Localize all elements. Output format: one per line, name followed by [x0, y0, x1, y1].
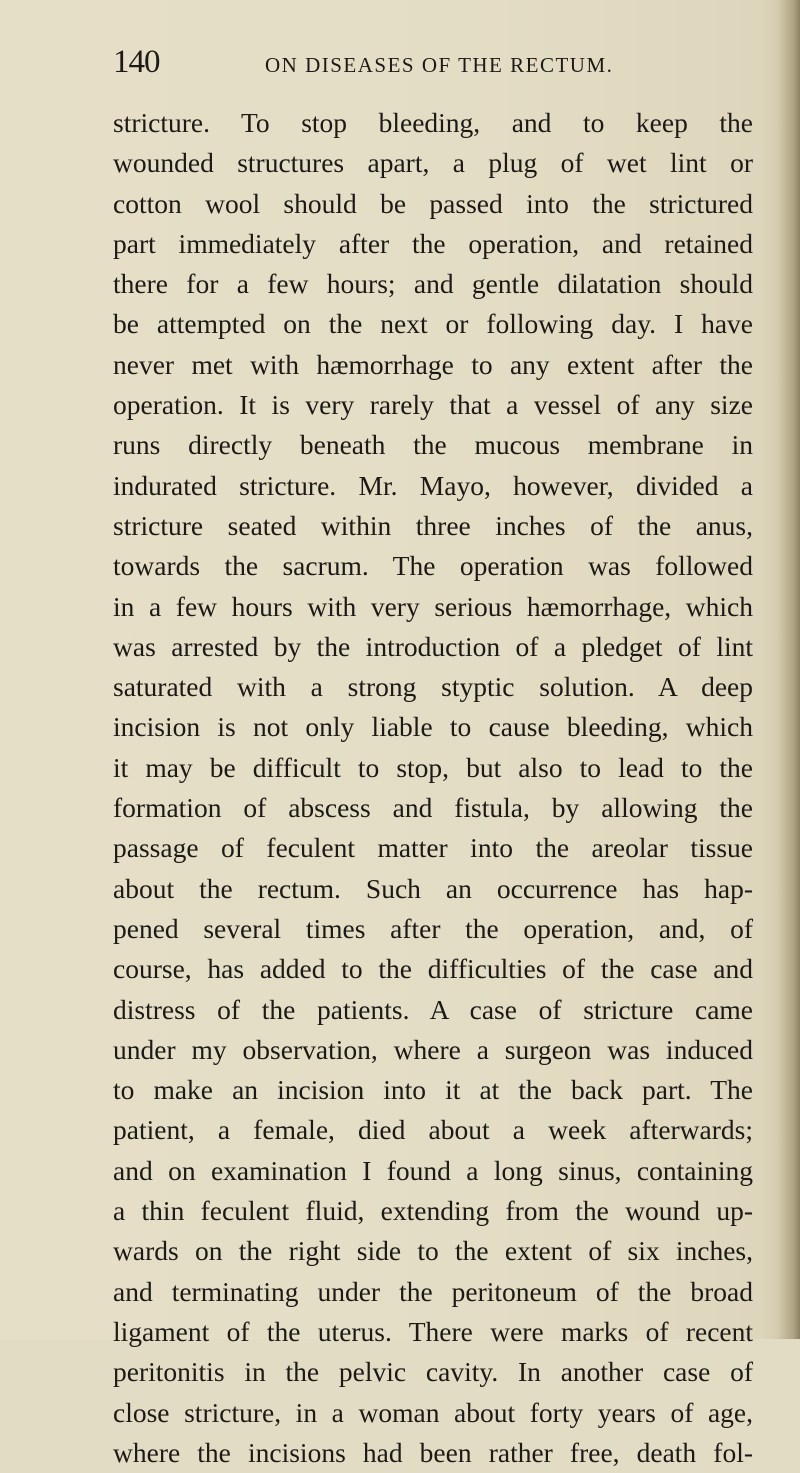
- text-line: in a few hours with very serious hæmorrhage, which: [113, 590, 753, 622]
- text-line: saturated with a strong styptic solution. A deep: [113, 671, 753, 703]
- text-line: never met with hæmorrhage to any extent after the: [113, 348, 753, 380]
- text-line: runs directly beneath the mucous membrane in: [113, 429, 753, 461]
- text-line: stricture seated within three inches of the anus,: [113, 509, 753, 541]
- text-line: peritonitis in the pelvic cavity. In another case of: [113, 1356, 753, 1388]
- text-line: where the incisions had been rather free, death fol-: [113, 1436, 753, 1468]
- text-line: operation. It is very rarely that a vessel of any size: [113, 389, 753, 421]
- text-line: to make an incision into it at the back part. The: [113, 1074, 753, 1106]
- text-line: about the rectum. Such an occurrence has hap-: [113, 872, 753, 904]
- text-line: indurated stricture. Mr. Mayo, however, divided a: [113, 469, 753, 501]
- text-line: be attempted on the next or following day. I have: [113, 308, 753, 340]
- text-line: ligament of the uterus. There were marks of recent: [113, 1315, 753, 1347]
- text-line: pened several times after the operation, and, of: [113, 912, 753, 944]
- text-line: cotton wool should be passed into the strictured: [113, 187, 753, 219]
- text-line: part immediately after the operation, and retained: [113, 227, 753, 259]
- body-text: [113, 103, 753, 1473]
- text-line: a thin feculent fluid, extending from the wound up-: [113, 1195, 753, 1227]
- text-line: towards the sacrum. The operation was followed: [113, 550, 753, 582]
- page-number: 140: [113, 44, 160, 80]
- text-line: close stricture, in a woman about forty years of age,: [113, 1396, 753, 1428]
- text-line: was arrested by the introduction of a pledget of lint: [113, 630, 753, 662]
- text-line: and terminating under the peritoneum of the broad: [113, 1275, 753, 1307]
- text-line: wounded structures apart, a plug of wet lint or: [113, 147, 753, 179]
- text-line: it may be difficult to stop, but also to lead to the: [113, 751, 753, 783]
- text-line: course, has added to the difficulties of the case and: [113, 953, 753, 985]
- text-line: and on examination I found a long sinus, containing: [113, 1154, 753, 1186]
- text-line: patient, a female, died about a week afterwards;: [113, 1114, 753, 1146]
- text-line: wards on the right side to the extent of six inches,: [113, 1235, 753, 1267]
- text-line: under my observation, where a surgeon was induced: [113, 1033, 753, 1065]
- text-line: distress of the patients. A case of stricture came: [113, 993, 753, 1025]
- text-line: passage of feculent matter into the areolar tissue: [113, 832, 753, 864]
- text-line: stricture. To stop bleeding, and to keep the: [113, 107, 753, 138]
- page-header: [113, 42, 753, 82]
- text-line: there for a few hours; and gentle dilatation should: [113, 268, 753, 300]
- text-line: incision is not only liable to cause bleeding, which: [113, 711, 753, 743]
- text-line: formation of abscess and fistula, by allowing the: [113, 792, 753, 824]
- running-head: ON DISEASES OF THE RECTUM.: [265, 53, 614, 77]
- page-edge-shadow: [778, 0, 800, 1339]
